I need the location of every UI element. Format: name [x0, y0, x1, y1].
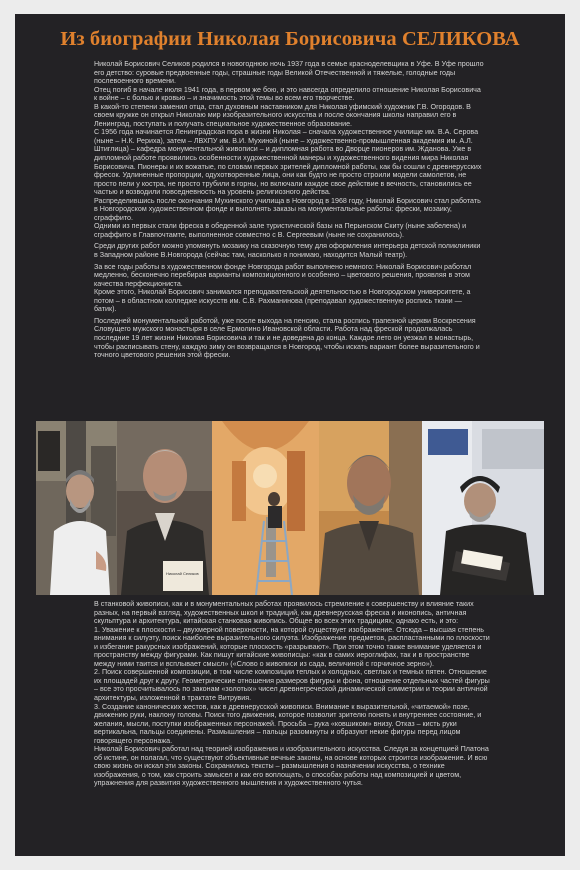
- photo-man-in-studio: [36, 421, 117, 595]
- bio-paragraph: Отец погиб в начале июля 1941 года, в первом же бою, и это навсегда определило отношение Николая Борисовича к войне – с болью и кровью – и значимость этой темы во всем его творчестве.: [94, 85, 481, 103]
- bio-paragraph: Среди других работ можно упомянуть мозаику на сказочную тему для оформления интерьера детской поликлиники в Западном районе В.Новгорода (сейчас там, насколько я понимаю, находится Малый театр).: [94, 242, 481, 260]
- biography-text: [94, 60, 484, 360]
- painting-method-text: [94, 600, 492, 788]
- method-paragraph: 2. Поиск совершенной композиции, в том числе композиции теплых и холодных, светлых и темных пятен. Отношение их площадей друг к другу. Геометрические отношения размеров фигуры и фона, отношение отдельных частей фигуры – все это просчитывалось по законам «золотых» чисел древнегреческой динамической симметрии и теории античной архитектуры, изложенной в трактате Витрувия.: [94, 668, 490, 703]
- book-label: Николай Селиков: [166, 571, 199, 576]
- photo-portrait-outdoors: [319, 421, 422, 595]
- method-paragraph: 3. Создание канонических жестов, как в древнерусской живописи. Внимание к выразительной, «читаемой» позе, движению руки, наклону головы. Поиск того движения, которое позволит зрителю понять и внутреннее состояние, и желания, мысли, поступки изображенных персонажей. Просьба – рука «ковшиком» внизу. Отказ – кисть руки вертикальна, пальцы соединены. Размышления – пальцы разомкнуты и образуют некие фигуры перед лицом говорящего персонажа.: [94, 702, 482, 745]
- bio-paragraph: Распределившись после окончания Мухинского училища в Новгород в 1968 году, Николай Борисович стал работать в Новгородском художественном фонде и выполнять заказы на монументальные работы: фрески, мозаику, сграффито.: [94, 196, 481, 222]
- page-title: Из биографии Николая Борисовича СЕЛИКОВА: [60, 28, 520, 50]
- method-paragraph: Николай Борисович работал над теорией изображения и изобразительного искусства. Следуя за концепцией Платона об истине, он полагал, что существуют объективные вечные законы, на основе которых строится изображение. И всю свою жизнь он искал эти законы. Сохранились тексты – размышления о назначении искусства, о технике изображения, о том, как строить замысел и как его воплощать, о способах работы над композицией и цветом, упражнения для развития художественного мышления и художественного чутья.: [94, 745, 489, 788]
- photo-portrait-with-book: [117, 421, 212, 595]
- bio-paragraph: Одними из первых стали фреска в обеденной зале туристической базы на Перынском Скиту (ныне забелена) и сграффито в Главпочтамте, выполненное совместно с В. Сергеевым (ныне не сохранилось).: [94, 222, 467, 239]
- bio-paragraph: Николай Борисович Селиков родился в новогоднюю ночь 1937 года в семье красноделевщика в Уфе. В Уфе прошло его детство: суровые предвоенные годы, страшные годы Великой Отечественной и тяжелые, голодные годы послевоенного времени.: [94, 60, 484, 86]
- poster: [15, 14, 565, 856]
- photo-strip: [36, 421, 544, 595]
- bio-paragraph: За все годы работы в художественном фонде Новгорода работ выполнено немного: Николай Борисович работал медленно, бесконечно перебирая варианты композиционного и особенно – цветового решения, проявляя в этом качества перфекциониста.: [94, 262, 472, 288]
- bio-paragraph: Кроме этого, Николай Борисович занимался преподавательской деятельностью в Новгородском университете, а потом – в областном колледже искусств им. С.В. Рахманинова (преподавал художественную роспись ткани — батик).: [94, 288, 471, 314]
- bio-paragraph: Последней монументальной работой, уже после выхода на пенсию, стала роспись трапезной церкви Воскресения Словущего мужского монастыря в селе Ермолино Ивановской области. Работа над фреской продолжалась последние 19 лет жизни Николая Борисовича и так и не доведена до конца. Каждое лето он уезжал в монастырь, чтобы расписывать стену, каждую зиму он возвращался в Новгород, чтобы искать вариант более выразительного и точного цветового решения этой фрески.: [94, 316, 480, 360]
- method-paragraph: 1. Уважение к плоскости – двухмерной поверхности, на которой существует изображение. Отсюда – высшая степень внимания к силуэту, поиск наиболее выразительного силуэта. Изображение предметов, распластанными по плоскости и избегание ракурсных изображений, которые плоскость «разрывают». При этом точно также внимание уделяется и пространству между фигурами. Как пишут китайские живописцы: «как в самих иероглифах, так и в пространстве между ними таится и всплывает смысл» («Слово о живописи из сада, величиной с горчичное зерно»).: [94, 625, 490, 668]
- bio-paragraph: В какой-то степени заменил отца, стал духовным наставником для Николая уфимский художник Г.В. Огородов. В своем кружке он открыл Николаю мир изобразительного искусства и после окончания школы направил его в Ленинград, поступать и получать специальное художественное образование.: [94, 102, 471, 128]
- method-paragraph: В станковой живописи, как и в монументальных работах проявилось стремление к совершенству и влияние таких разных, на первый взгляд, художественных школ и традиций, как древнерусская фреска и иконопись, античная скульптура и архитектура, китайская станковая живопись. Общее во всех этих традициях, однако есть, и это:: [94, 600, 474, 626]
- photo-man-in-cap-reading: [422, 421, 544, 595]
- photo-painting-fresco-on-ladder: [212, 421, 319, 595]
- bio-paragraph: С 1956 года начинается Ленинградская пора в жизни Николая – сначала художественное училище им. В.А. Серова (ныне – Н.К. Рериха), затем – ЛВХПУ им. В.И. Мухиной (ныне – художественно-промышленная академия им. А.Л. Штиглица) – кафедра монументальной живописи – и дипломная работа во Дворце пионеров им. Жданова. Уже в дипломной работе проявились особенности художественной манеры и художественного видения мира Николая Борисовича. Пионеры и их вожатые, по словам первых зрителей дипломной работы, как бы сошли с древнерусских фресок. Удлиненные пропорции, одухотворенные лица, они как будто не просто строили модели самолетов, не просто пели у костра, не просто трубили в горны, но включали каждое свое действие в вечность, становились ее частью и возводили повседневность на уровень религиозного действа.: [94, 128, 482, 197]
